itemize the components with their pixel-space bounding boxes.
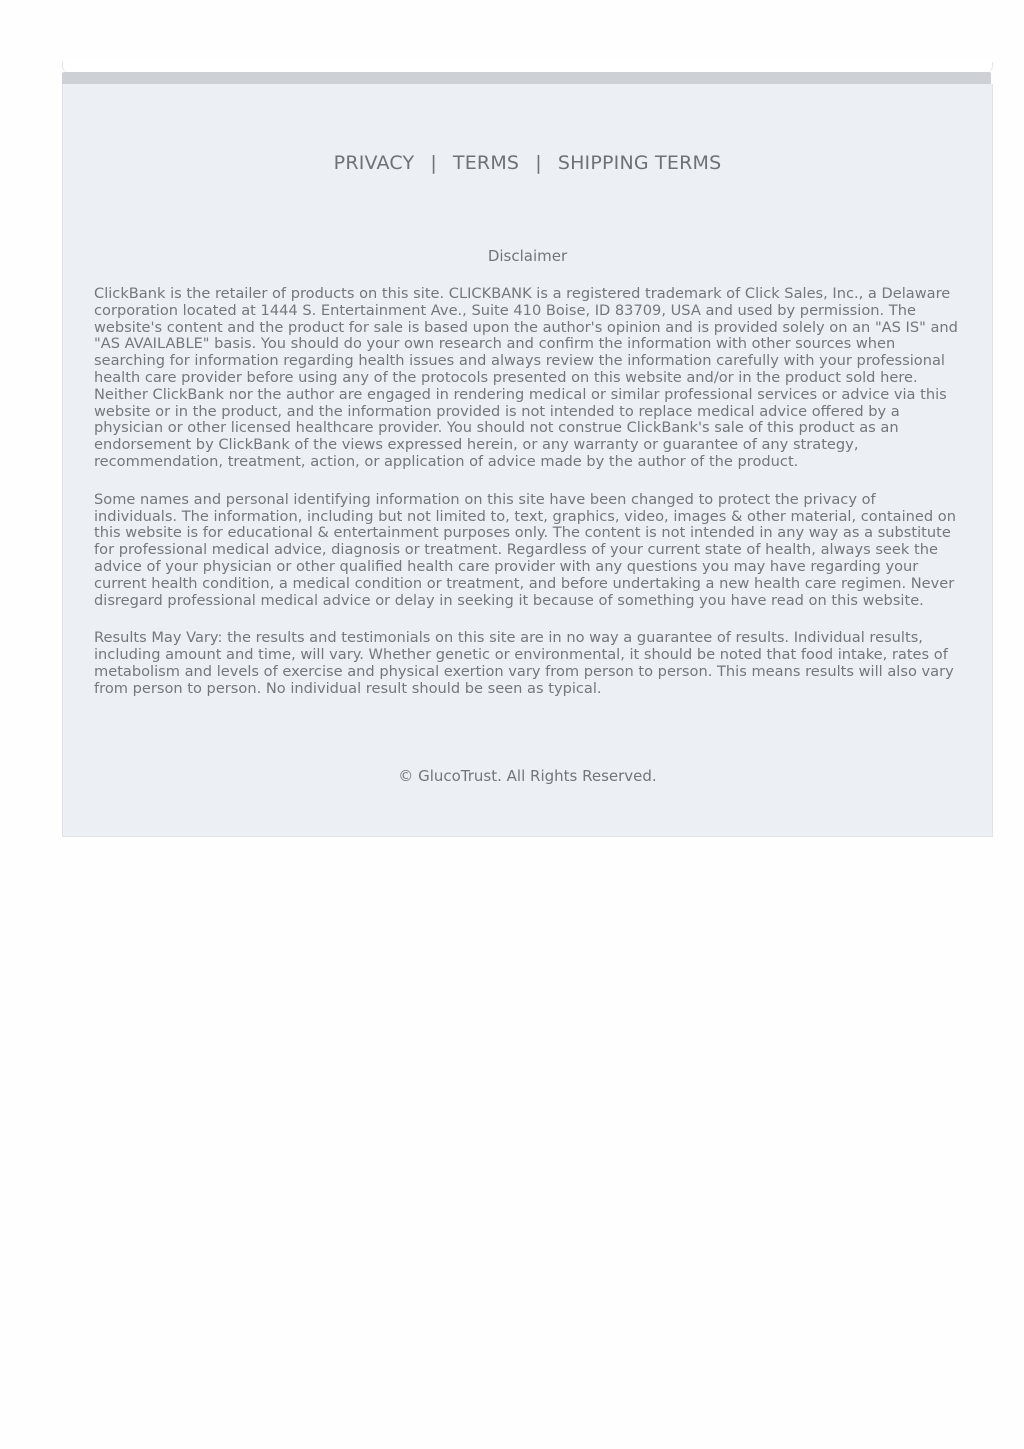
nav-separator: | — [535, 152, 542, 174]
disclaimer-paragraph-privacy: Some names and personal identifying information on this site have been changed to protect the privacy of individuals. The information, including but not limited to, text, graphics, video, images & other material, contained on this website is for educational & entertainment purposes only. The content is not intended in any way as a substitute for professional medical advice, diagnosis or treatment. Regardless of your current state of health, always seek the advice of your physician or other qualified health care provider with any questions you may have regarding your current health condition, a medical condition or treatment, and before undertaking a new health care regimen. Never disregard professional medical advice or delay in seeking it because of something you have read on this website. — [94, 490, 956, 609]
disclaimer-title: Disclaimer — [487, 247, 568, 265]
privacy-link[interactable]: PRIVACY — [333, 152, 415, 174]
site-footer — [62, 84, 993, 837]
copyright-text: © GlucoTrust. All Rights Reserved. — [398, 767, 657, 785]
shipping-terms-link[interactable]: SHIPPING TERMS — [557, 152, 722, 174]
disclaimer-paragraph-clickbank: ClickBank is the retailer of products on this site. CLICKBANK is a registered trademark of Click Sales, Inc., a Delaware corporation located at 1444 S. Entertainment Ave., Suite 410 Boise, ID 83709, USA and used by permission. The website's content and the product for sale is based upon the author's opinion and is provided solely on an "AS IS" and "AS AVAILABLE" basis. You should do your own research and confirm the information with other sources when searching for information regarding health issues and always review the information carefully with your professional health care provider before using any of the protocols presented on this website and/or in the product sold here. Neither ClickBank nor the author are engaged in rendering medical or similar professional services or advice via this website or in the product, and the information provided is not intended to replace medical advice offered by a physician or other licensed healthcare provider. You should not construe ClickBank's sale of this product as an endorsement by ClickBank of the views expressed herein, or any warranty or guarantee of any strategy, recommendation, treatment, action, or application of advice made by the author of the product. — [94, 285, 958, 470]
top-content-card — [62, 62, 993, 72]
section-divider — [62, 72, 991, 84]
disclaimer-body — [94, 286, 962, 719]
terms-link[interactable]: TERMS — [452, 152, 520, 174]
footer-nav — [63, 152, 992, 174]
disclaimer-paragraph-results: Results May Vary: the results and testimonials on this site are in no way a guarantee of results. Individual results, including amount and time, will vary. Whether genetic or environmental, it should be noted that food intake, rates of metabolism and levels of exercise and physical exertion vary from person to person. This means results will also vary from person to person. No individual result should be seen as typical. — [94, 629, 954, 697]
nav-separator: | — [430, 152, 437, 174]
